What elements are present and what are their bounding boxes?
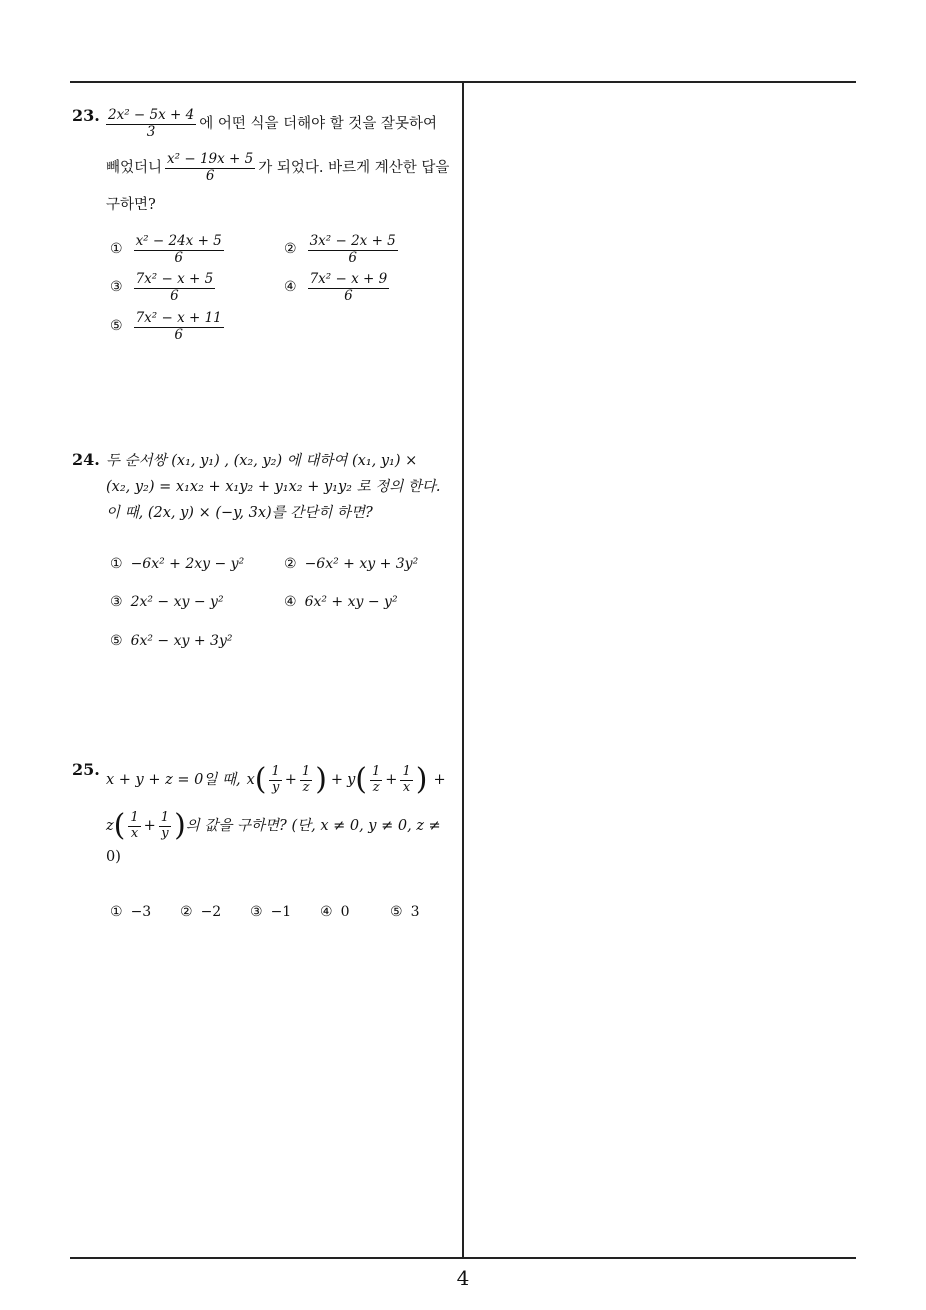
question-text: 0)	[106, 849, 121, 865]
option-1[interactable]: ① $\frac{\text{x² − 24x + 5}}{6}$	[110, 233, 222, 266]
question-text: 두 순서쌍 (x₁, y₁) , (x₂, y₂) 에 대하여 (x₁, y₁) ×	[106, 452, 418, 469]
option-5[interactable]: ⑤ $\frac{\text{7x² − x + 11}}{6}$	[110, 310, 222, 343]
question-text: 가 되었다. 바르게 계산한 답을	[258, 159, 450, 176]
page-number: 4	[456, 1266, 470, 1290]
question-number: 25.	[72, 760, 100, 779]
question-text: 에 어떤 식을 더해야 할 것을 잘못하여	[199, 115, 437, 132]
question-text: 이 때, (2x, y) × (−y, 3x)를 간단히 하면?	[106, 504, 373, 521]
question-text: x + y + z = 0일 때,	[106, 771, 241, 788]
question-number: 24.	[72, 450, 100, 469]
answer-options	[72, 904, 460, 928]
bottom-rule	[70, 1257, 856, 1259]
fraction: $\frac{\text{x² − 19x + 5}}{6}$	[167, 150, 254, 184]
option-3[interactable]: ③ $\frac{\text{7x² − x + 5}}{6}$	[110, 271, 214, 304]
question-23	[72, 106, 460, 354]
question-text: (x₂, y₂) = x₁x₂ + x₁y₂ + y₁x₂ + y₁y₂ 로 정의 한다.	[106, 478, 441, 495]
option-4[interactable]: ④ 0	[320, 904, 350, 921]
option-5[interactable]: ⑤ 3	[390, 904, 420, 921]
option-2[interactable]: ② −6x² + xy + 3y²	[284, 556, 419, 572]
question-24	[72, 450, 460, 656]
option-4[interactable]: ④ 6x² + xy − y²	[284, 594, 398, 610]
fraction: $\frac{\text{2x² − 5x + 4}}{3}$	[108, 106, 195, 140]
column-divider	[462, 82, 464, 1258]
question-number: 23.	[72, 106, 100, 125]
option-1[interactable]: ① −3	[110, 904, 152, 921]
option-2[interactable]: ② −2	[180, 904, 222, 921]
answer-options	[72, 234, 460, 354]
option-1[interactable]: ① −6x² + 2xy − y²	[110, 556, 245, 572]
option-3[interactable]: ③ 2x² − xy − y²	[110, 594, 224, 610]
question-text: 빼었더니	[106, 159, 163, 176]
option-3[interactable]: ③ −1	[250, 904, 292, 921]
answer-options	[72, 556, 460, 656]
option-2[interactable]: ② $\frac{\text{3x² − 2x + 5}}{6}$	[284, 233, 396, 266]
question-25: 25. x + y + z = 0일 때, x ( $\frac{1}{y}$ + $\frac{1}{z}$ ) + y ( $\frac{1}{z}$ + $\frac{1}{x}$ ) + z ( $\frac{1}{x}$ + $\frac{1}{y}$ ) 의 값을 구하면? (단, x ≠ 0, y ≠ 0, z ≠ 0) ① −3 ② −2 ③ −1 ④ 0 ⑤ 3	[72, 760, 460, 928]
question-text: 의 값을 구하면? (단, x ≠ 0, y ≠ 0, z ≠	[185, 817, 441, 834]
question-text: 구하면?	[106, 197, 156, 213]
option-4[interactable]: ④ $\frac{\text{7x² − x + 9}}{6}$	[284, 271, 388, 304]
option-5[interactable]: ⑤ 6x² − xy + 3y²	[110, 633, 233, 649]
